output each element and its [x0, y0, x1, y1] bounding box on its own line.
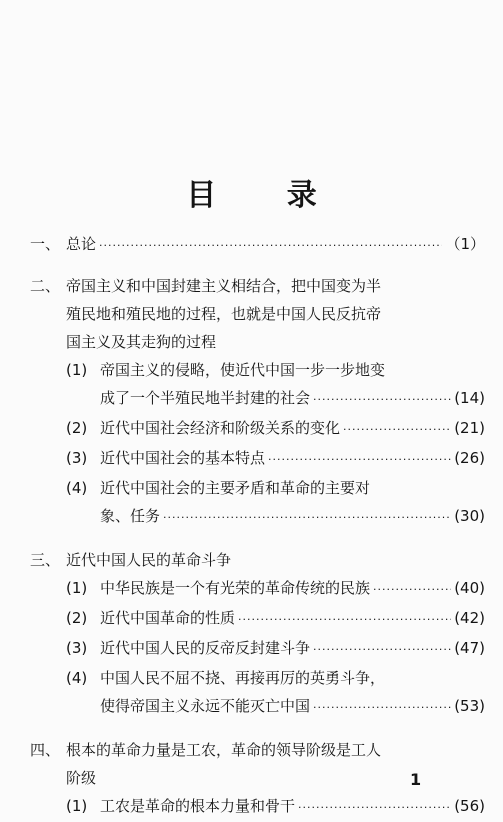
toc-page: (53)	[454, 697, 485, 715]
toc-number: 一、	[30, 235, 61, 253]
leader-dots	[268, 446, 451, 474]
toc-page: (26)	[454, 449, 485, 467]
toc-title-line: 中国人民不屈不挠、再接再厉的英勇斗争，	[100, 669, 386, 687]
toc-title-line: 殖民地和殖民地的过程，也就是中国人民反抗帝	[66, 305, 382, 323]
toc-number: (3)	[66, 639, 88, 657]
toc-page: (14)	[454, 389, 485, 407]
toc-number: (2)	[66, 419, 88, 437]
toc-page: (21)	[454, 419, 485, 437]
toc-number: (1)	[66, 579, 88, 597]
toc-title-line: 成了一个半殖民地半封建的社会	[100, 389, 311, 407]
toc-title-line: 阶级	[66, 769, 97, 787]
leader-dots	[313, 636, 451, 664]
toc-subentry[interactable]	[30, 664, 485, 722]
toc-subentry[interactable]	[30, 574, 485, 604]
leader-dots	[373, 576, 451, 604]
toc-title: 近代中国社会的基本特点	[100, 449, 266, 467]
toc-page: (47)	[454, 639, 485, 657]
toc-number: (3)	[66, 449, 88, 467]
toc-page: (30)	[454, 507, 485, 525]
leader-dots	[313, 694, 451, 722]
toc-subentry[interactable]	[30, 792, 485, 822]
toc-title: 中华民族是一个有光荣的革命传统的民族	[100, 579, 371, 597]
leader-dots	[313, 386, 451, 414]
toc-number: 二、	[30, 277, 61, 295]
toc-title-line: 使得帝国主义永远不能灭亡中国	[100, 697, 311, 715]
toc-title-line: 帝国主义和中国封建主义相结合，把中国变为半	[66, 277, 382, 295]
toc-title-line: 国主义及其走狗的过程	[66, 333, 217, 351]
toc-subentry[interactable]	[30, 444, 485, 474]
page-title: 目 录	[186, 178, 347, 213]
toc-number: 三、	[30, 551, 61, 569]
toc-subentry[interactable]	[30, 356, 485, 414]
toc-title: 近代中国人民的革命斗争	[66, 551, 232, 569]
toc-number: (4)	[66, 479, 88, 497]
toc-number: 四、	[30, 741, 61, 759]
toc-title: 近代中国人民的反帝反封建斗争	[100, 639, 311, 657]
toc-number: (4)	[66, 669, 88, 687]
leader-dots	[238, 606, 451, 634]
toc-title: 近代中国革命的性质	[100, 609, 236, 627]
toc-title-line: 象、任务	[100, 507, 161, 525]
table-of-contents	[30, 230, 485, 822]
leader-dots	[343, 416, 451, 444]
toc-title-line: 帝国主义的侵略，使近代中国一步一步地变	[100, 361, 386, 379]
toc-title-line: 根本的革命力量是工农，革命的领导阶级是工人	[66, 741, 382, 759]
toc-entry[interactable]	[30, 272, 485, 356]
toc-title: 工农是革命的根本力量和骨干	[100, 797, 296, 815]
toc-subentry[interactable]	[30, 604, 485, 634]
toc-subentry[interactable]	[30, 634, 485, 664]
toc-number: (1)	[66, 361, 88, 379]
toc-subentry[interactable]	[30, 474, 485, 532]
toc-page: (42)	[454, 609, 485, 627]
toc-title-line: 近代中国社会的主要矛盾和革命的主要对	[100, 479, 371, 497]
leader-dots	[99, 232, 442, 260]
leader-dots	[298, 794, 451, 822]
toc-entry[interactable]	[30, 546, 485, 574]
toc-number: (1)	[66, 797, 88, 815]
toc-entry[interactable]	[30, 230, 485, 260]
toc-number: (2)	[66, 609, 88, 627]
leader-dots	[163, 504, 451, 532]
toc-title: 总论	[66, 235, 97, 253]
toc-page: (56)	[454, 797, 485, 815]
toc-title: 近代中国社会经济和阶级关系的变化	[100, 419, 341, 437]
toc-subentry[interactable]	[30, 414, 485, 444]
toc-page: （1）	[445, 235, 485, 253]
page-number: 1	[410, 770, 422, 789]
toc-page: (40)	[454, 579, 485, 597]
